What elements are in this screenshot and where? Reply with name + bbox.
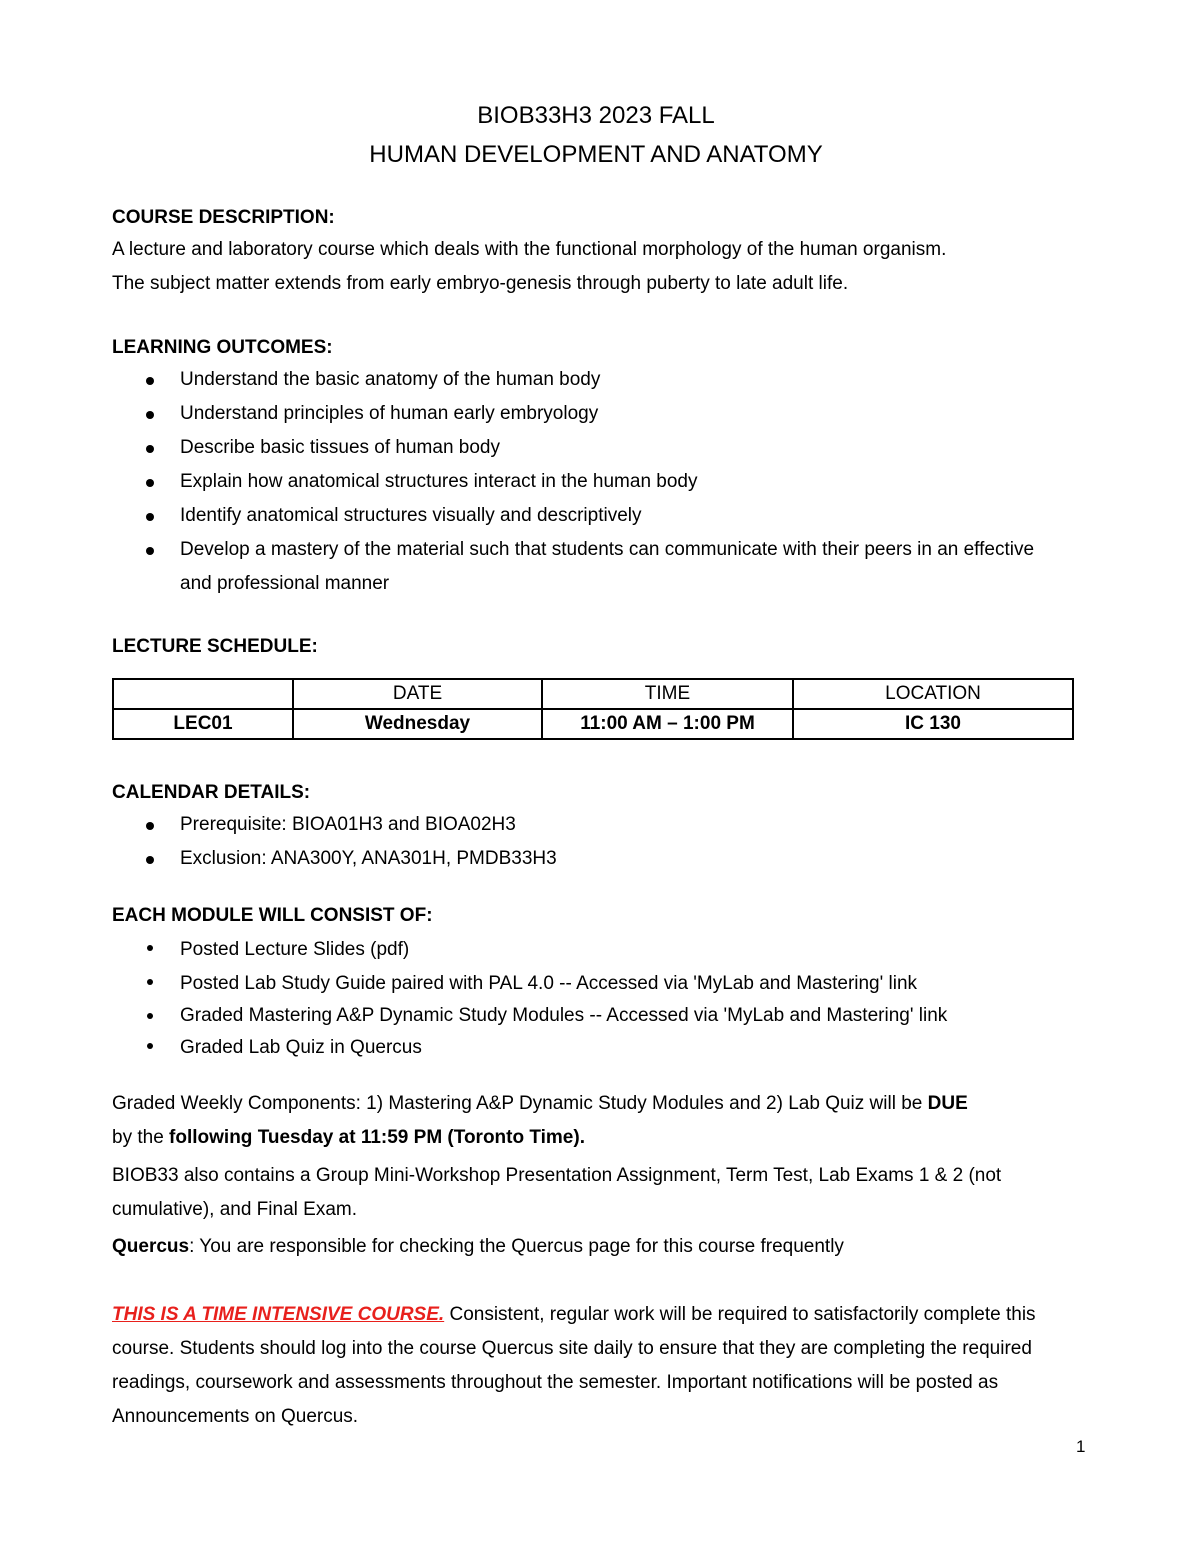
course-description-line-2: The subject matter extends from early embryo-genesis through puberty to late adult life. bbox=[112, 273, 849, 294]
deadline: following Tuesday at 11:59 PM (Toronto Time) bbox=[169, 1127, 580, 1148]
lecture-schedule-heading: LECTURE SCHEDULE: bbox=[112, 636, 318, 657]
also-contains-text: BIOB33 also contains a Group Mini-Workshop Presentation Assignment, Term Test, Lab Exams 1 & 2 (not cumulative), and Final Exam. bbox=[112, 1165, 1002, 1220]
time-intensive-warning: THIS IS A TIME INTENSIVE COURSE. bbox=[112, 1304, 445, 1325]
table-header-cell: DATE bbox=[293, 679, 542, 709]
list-item: Understand the basic anatomy of the human body bbox=[112, 363, 1080, 397]
bullet-icon bbox=[146, 856, 154, 864]
course-description-section bbox=[112, 203, 1080, 301]
module-section bbox=[112, 901, 1080, 1065]
table-cell: LEC01 bbox=[113, 709, 293, 739]
list-item: Identify anatomical structures visually and descriptively bbox=[112, 499, 1080, 533]
learning-outcomes-section bbox=[112, 333, 1080, 601]
bullet-icon bbox=[146, 513, 154, 521]
list-item: Exclusion: ANA300Y, ANA301H, PMDB33H3 bbox=[112, 842, 1080, 876]
table-cell: IC 130 bbox=[793, 709, 1073, 739]
module-heading: EACH MODULE WILL CONSIST OF: bbox=[112, 905, 433, 926]
table-cell: 11:00 AM – 1:00 PM bbox=[542, 709, 793, 739]
table-header-cell: LOCATION bbox=[793, 679, 1073, 709]
bullet-icon bbox=[147, 979, 153, 985]
module-list bbox=[112, 933, 1080, 1065]
bullet-icon bbox=[146, 377, 154, 385]
list-item: Understand principles of human early embryology bbox=[112, 397, 1080, 431]
course-code: BIOB33H3 2023 FALL bbox=[477, 102, 715, 129]
learning-outcomes-heading: LEARNING OUTCOMES: bbox=[112, 337, 333, 358]
bullet-icon bbox=[146, 479, 154, 487]
bullet-icon bbox=[147, 1013, 153, 1019]
calendar-details-section bbox=[112, 778, 1080, 876]
bullet-icon bbox=[147, 1043, 153, 1049]
also-contains-paragraph bbox=[112, 1159, 1080, 1227]
list-item: Posted Lecture Slides (pdf) bbox=[112, 933, 1080, 967]
table-cell: Wednesday bbox=[293, 709, 542, 739]
table-row bbox=[113, 709, 1073, 739]
bullet-icon bbox=[146, 411, 154, 419]
lecture-schedule-table-wrap bbox=[112, 678, 1080, 740]
bullet-icon bbox=[146, 445, 154, 453]
graded-components-paragraph: Graded Weekly Components: 1) Mastering A&P Dynamic Study Modules and 2) Lab Quiz will be DUE by the following Tuesday at 11:59 PM (Toronto Time). bbox=[112, 1093, 968, 1148]
quercus-paragraph bbox=[112, 1230, 1080, 1264]
calendar-details-heading: CALENDAR DETAILS: bbox=[112, 782, 311, 803]
due-label: DUE bbox=[927, 1093, 968, 1114]
table-header-cell: TIME bbox=[542, 679, 793, 709]
warning-text: Consistent, regular work will be required to satisfactorily complete this course. Students should log into the course Quercus site daily to ensure that they are completing the required readings, coursework and assessments throughout the semester. Important notifications will be posted as Announcements on Quercus. bbox=[112, 1304, 1036, 1427]
graded-text: Graded Weekly Components: 1) Mastering A&P Dynamic Study Modules and 2) Lab Quiz will be bbox=[112, 1093, 928, 1114]
page-number: 1 bbox=[1076, 1437, 1086, 1456]
course-title: HUMAN DEVELOPMENT AND ANATOMY bbox=[369, 141, 823, 168]
graded-text-2: by the bbox=[112, 1127, 170, 1148]
bullet-icon bbox=[146, 547, 154, 555]
lecture-schedule-section bbox=[112, 632, 1080, 662]
list-item: Describe basic tissues of human body bbox=[112, 431, 1080, 465]
list-item: Prerequisite: BIOA01H3 and BIOA02H3 bbox=[112, 808, 1080, 842]
bullet-icon bbox=[146, 822, 154, 830]
calendar-details-list bbox=[112, 808, 1080, 876]
list-item: Explain how anatomical structures interact in the human body bbox=[112, 465, 1080, 499]
course-description-line-1: A lecture and laboratory course which deals with the functional morphology of the human organism. bbox=[112, 239, 947, 260]
course-description-heading: COURSE DESCRIPTION: bbox=[112, 207, 335, 228]
table-header-row bbox=[113, 679, 1073, 709]
learning-outcomes-list bbox=[112, 363, 1080, 601]
lecture-schedule-table bbox=[112, 678, 1074, 740]
warning-paragraph bbox=[112, 1298, 1080, 1434]
quercus-label: Quercus bbox=[112, 1236, 190, 1257]
bullet-icon bbox=[147, 945, 153, 951]
table-header-cell bbox=[113, 679, 293, 709]
list-item: Graded Lab Quiz in Quercus bbox=[112, 1031, 1080, 1065]
list-item: Develop a mastery of the material such that students can communicate with their peers in an effective and professional manner bbox=[112, 533, 1080, 601]
list-item: Graded Mastering A&P Dynamic Study Modules -- Accessed via 'MyLab and Mastering' link bbox=[112, 1001, 1080, 1031]
quercus-text: : You are responsible for checking the Quercus page for this course frequently bbox=[189, 1236, 844, 1257]
list-item: Posted Lab Study Guide paired with PAL 4.0 -- Accessed via 'MyLab and Mastering' link bbox=[112, 967, 1080, 1001]
